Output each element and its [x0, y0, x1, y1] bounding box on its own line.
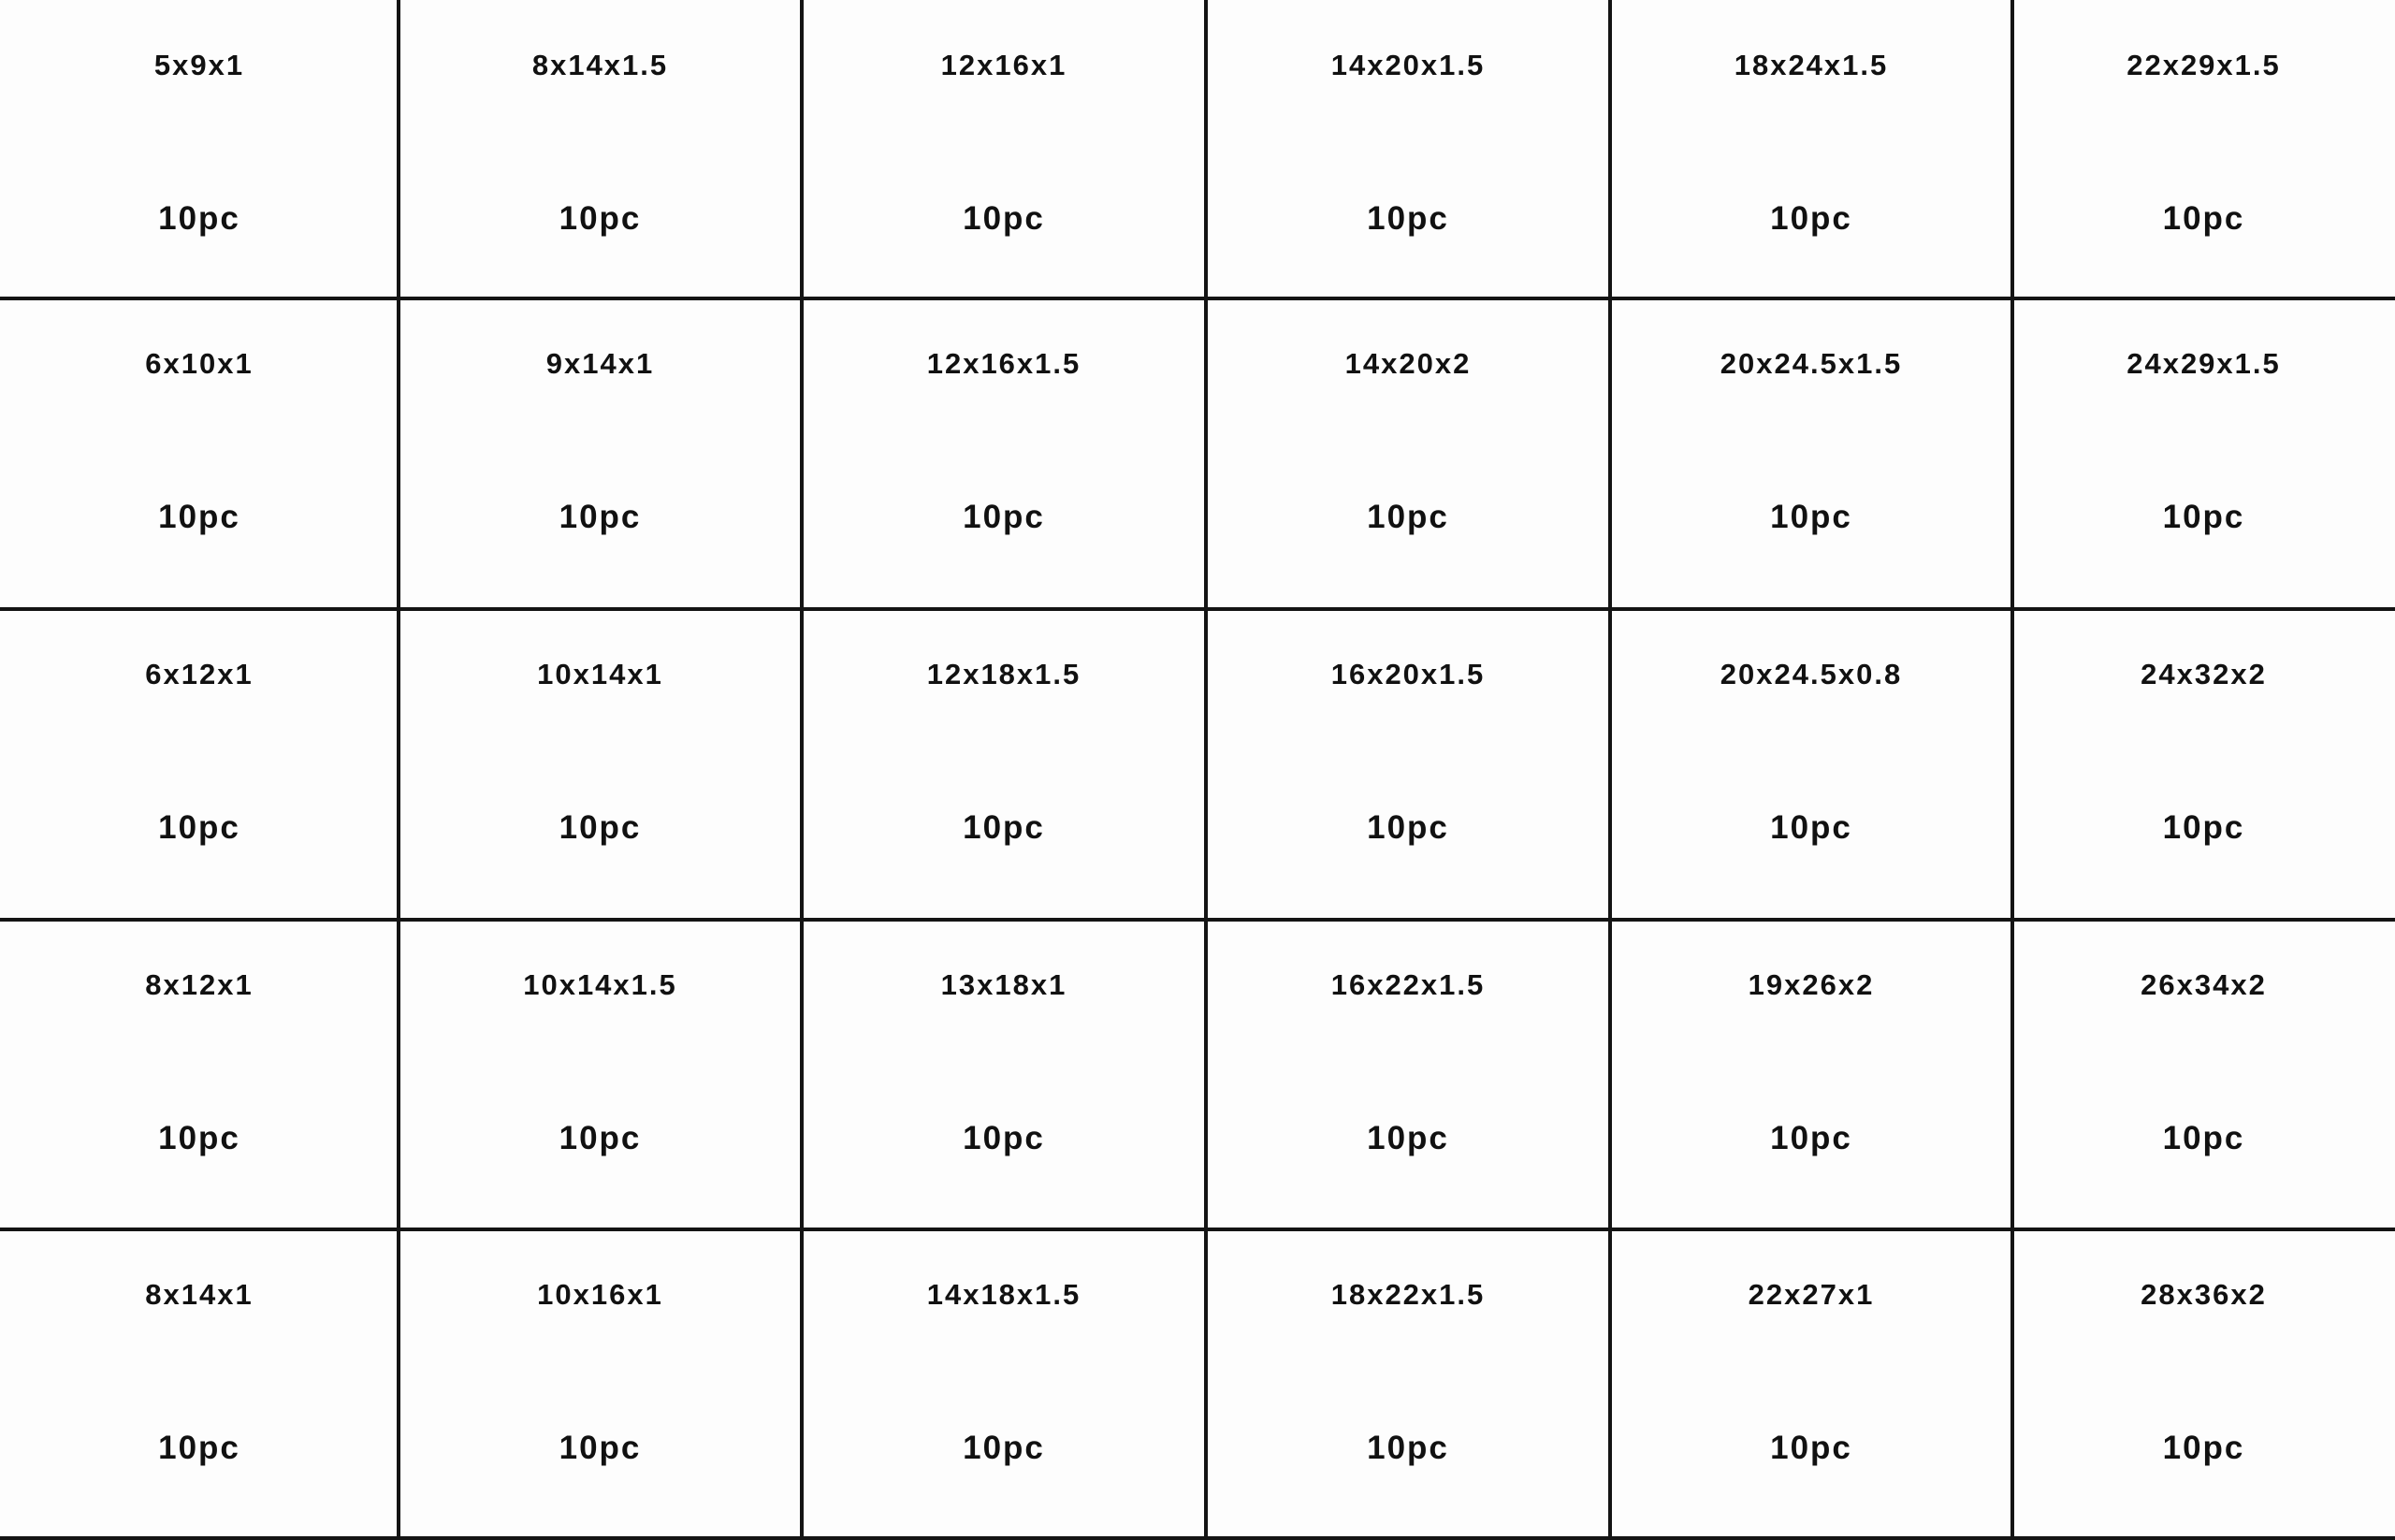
label-cell: [2012, 298, 2395, 609]
grid-divider-horizontal: [0, 1228, 2395, 1231]
washer-size-label: 6x12x1: [145, 658, 254, 690]
washer-size-label: 16x22x1.5: [1330, 968, 1486, 1001]
label-cell: [802, 920, 1206, 1229]
grid-divider-horizontal: [0, 918, 2395, 922]
label-cell: [399, 0, 802, 298]
quantity-label: 10pc: [158, 200, 240, 237]
washer-size-label: 10x14x1.5: [523, 968, 677, 1001]
quantity-label: 10pc: [559, 1120, 642, 1156]
washer-size-label: 19x26x2: [1748, 968, 1875, 1001]
quantity-label: 10pc: [963, 499, 1045, 535]
label-cell: [802, 298, 1206, 609]
label-cell: [0, 920, 399, 1229]
label-cell: [0, 0, 399, 298]
washer-size-label: 12x16x1.5: [926, 347, 1081, 380]
washer-size-label: 10x14x1: [537, 658, 663, 690]
quantity-label: 10pc: [2162, 499, 2245, 535]
label-cell: [2012, 1229, 2395, 1540]
washer-size-label: 20x24.5x1.5: [1720, 347, 1903, 380]
washer-size-label: 18x24x1.5: [1734, 49, 1889, 81]
quantity-label: 10pc: [963, 809, 1045, 846]
washer-size-label: 8x14x1: [145, 1278, 254, 1311]
washer-size-label: 22x27x1: [1748, 1278, 1875, 1311]
washer-size-label: 14x20x1.5: [1330, 49, 1486, 81]
washer-size-label: 13x18x1: [940, 968, 1067, 1001]
quantity-label: 10pc: [1770, 499, 1852, 535]
washer-size-label: 14x18x1.5: [926, 1278, 1081, 1311]
washer-size-label: 24x32x2: [2141, 658, 2267, 690]
quantity-label: 10pc: [2162, 200, 2245, 237]
quantity-label: 10pc: [158, 1430, 240, 1466]
label-cell: [802, 1229, 1206, 1540]
quantity-label: 10pc: [1367, 1120, 1449, 1156]
label-cell: [2012, 0, 2395, 298]
label-cell: [0, 609, 399, 920]
grid-divider-vertical: [1608, 0, 1612, 1540]
quantity-label: 10pc: [2162, 809, 2245, 846]
quantity-label: 10pc: [1770, 1430, 1852, 1466]
label-cell: [1610, 1229, 2012, 1540]
washer-size-label: 12x16x1: [940, 49, 1067, 81]
washer-size-label: 5x9x1: [153, 49, 245, 81]
quantity-label: 10pc: [559, 809, 642, 846]
washer-size-label: 12x18x1.5: [926, 658, 1081, 690]
quantity-label: 10pc: [963, 1120, 1045, 1156]
washer-size-label: 26x34x2: [2141, 968, 2267, 1001]
label-cell: [1206, 1229, 1610, 1540]
quantity-label: 10pc: [1367, 809, 1449, 846]
quantity-label: 10pc: [963, 1430, 1045, 1466]
label-cell: [399, 609, 802, 920]
quantity-label: 10pc: [158, 1120, 240, 1156]
label-cell: [399, 1229, 802, 1540]
label-cell: [0, 298, 399, 609]
label-cell: [1610, 0, 2012, 298]
washer-size-label: 6x10x1: [145, 347, 254, 380]
label-cell: [1610, 298, 2012, 609]
quantity-label: 10pc: [559, 200, 642, 237]
washer-size-label: 9x14x1: [545, 347, 655, 380]
label-cell: [1206, 920, 1610, 1229]
quantity-label: 10pc: [1367, 499, 1449, 535]
quantity-label: 10pc: [1367, 200, 1449, 237]
washer-size-label: 16x20x1.5: [1330, 658, 1486, 690]
washer-size-label: 20x24.5x0.8: [1720, 658, 1903, 690]
washer-size-label: 28x36x2: [2141, 1278, 2267, 1311]
washer-size-label: 18x22x1.5: [1330, 1278, 1486, 1311]
washer-size-label: 8x12x1: [145, 968, 254, 1001]
label-cell: [1206, 298, 1610, 609]
grid-divider-vertical: [397, 0, 400, 1540]
quantity-label: 10pc: [559, 1430, 642, 1466]
label-cell: [1610, 920, 2012, 1229]
washer-size-label: 14x20x2: [1344, 347, 1472, 380]
quantity-label: 10pc: [963, 200, 1045, 237]
grid-divider-vertical: [2010, 0, 2014, 1540]
label-cell: [802, 0, 1206, 298]
quantity-label: 10pc: [1770, 200, 1852, 237]
quantity-label: 10pc: [1367, 1430, 1449, 1466]
washer-size-label: 22x29x1.5: [2126, 49, 2281, 81]
label-cell: [1610, 609, 2012, 920]
label-cell: [2012, 609, 2395, 920]
quantity-label: 10pc: [158, 499, 240, 535]
grid-divider-horizontal: [0, 607, 2395, 611]
grid-divider-horizontal: [0, 297, 2395, 300]
grid-divider-horizontal: [0, 1536, 2395, 1540]
label-cell: [399, 920, 802, 1229]
quantity-label: 10pc: [2162, 1120, 2245, 1156]
label-cell: [1206, 0, 1610, 298]
label-cell: [1206, 609, 1610, 920]
quantity-label: 10pc: [2162, 1430, 2245, 1466]
label-cell: [399, 298, 802, 609]
washer-size-label: 10x16x1: [537, 1278, 663, 1311]
washer-size-label: 24x29x1.5: [2126, 347, 2281, 380]
label-cell: [802, 609, 1206, 920]
quantity-label: 10pc: [158, 809, 240, 846]
quantity-label: 10pc: [1770, 809, 1852, 846]
grid-divider-vertical: [800, 0, 804, 1540]
label-cell: [0, 1229, 399, 1540]
quantity-label: 10pc: [559, 499, 642, 535]
label-cell: [2012, 920, 2395, 1229]
grid-divider-vertical: [1204, 0, 1208, 1540]
quantity-label: 10pc: [1770, 1120, 1852, 1156]
washer-size-label: 8x14x1.5: [531, 49, 669, 81]
